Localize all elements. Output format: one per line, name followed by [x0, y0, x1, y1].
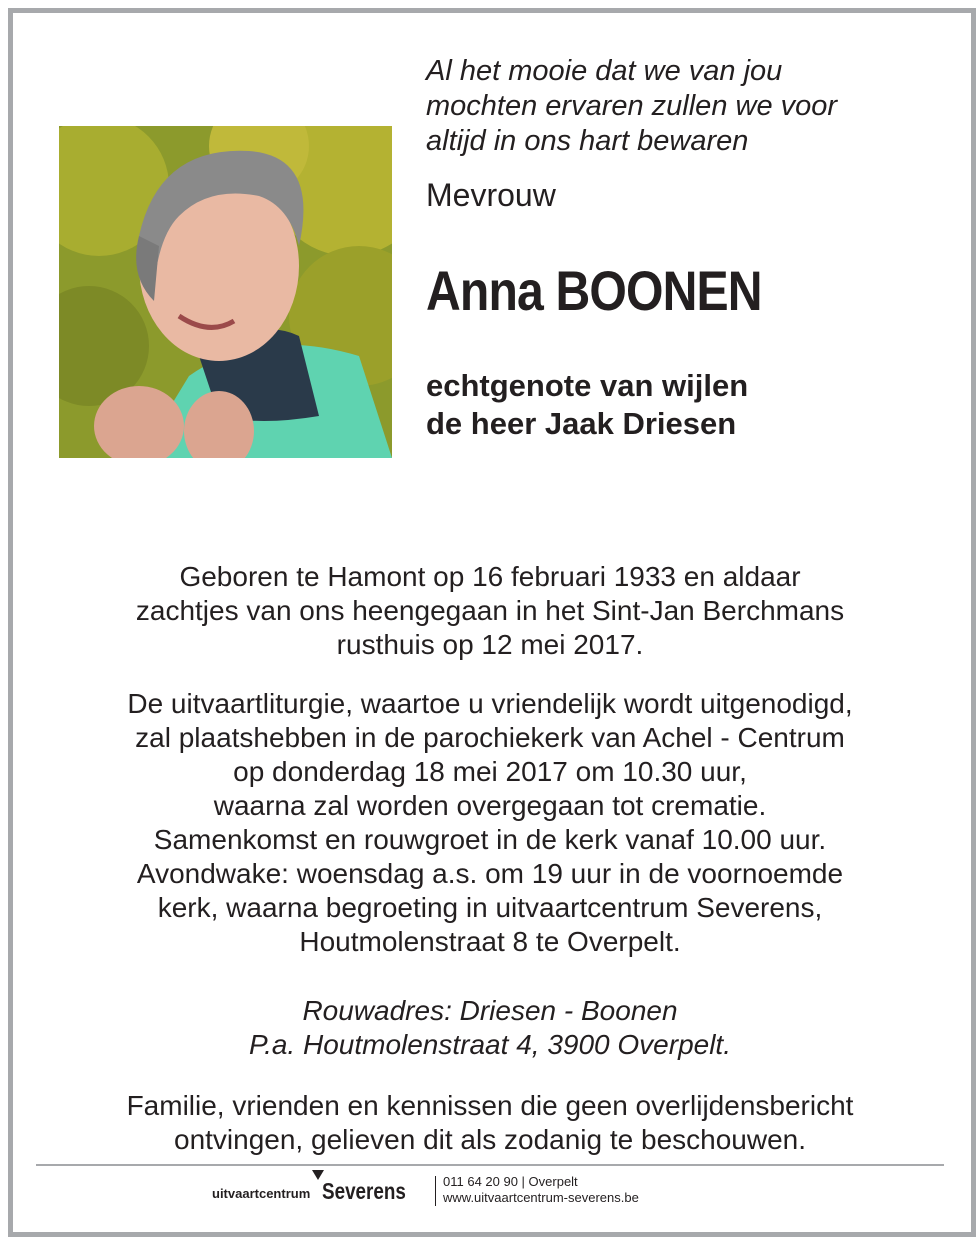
text-line: op donderdag 18 mei 2017 om 10.30 uur, — [233, 756, 747, 787]
footer-separator — [435, 1176, 436, 1206]
text-line: kerk, waarna begroeting in uitvaartcentrum Severens, — [157, 892, 823, 923]
quote-line: altijd in ons hart bewaren — [426, 125, 749, 157]
text-line: Samenkomst en rouwgroet in de kerk vanaf 10.00 uur. — [153, 824, 827, 855]
brand-prefix: uitvaartcentrum — [212, 1186, 311, 1201]
text-line: De uitvaartliturgie, waartoe u vriendelijk wordt uitgenodigd, — [127, 688, 853, 719]
text-line: zal plaatshebben in de parochiekerk van Achel - Centrum — [135, 722, 845, 753]
spouse-info — [426, 367, 748, 443]
portrait-photo — [59, 126, 392, 458]
brand-name: Severens — [322, 1178, 406, 1204]
text-line: Rouwadres: Driesen - Boonen — [302, 995, 678, 1026]
text-line: Houtmolenstraat 8 te Overpelt. — [299, 926, 681, 957]
text-line: ontvingen, gelieven dit als zodanig te beschouwen. — [174, 1124, 806, 1155]
text-line: Familie, vrienden en kennissen die geen overlijdensbericht — [126, 1090, 854, 1121]
footer-divider — [36, 1164, 944, 1166]
birth-death-paragraph — [40, 560, 940, 662]
deceased-name: Anna BOONEN — [426, 259, 762, 322]
text-line: P.a. Houtmolenstraat 4, 3900 Overpelt. — [249, 1029, 731, 1060]
quote-line: Al het mooie dat we van jou — [426, 55, 783, 87]
spouse-line: echtgenote van wijlen — [426, 368, 749, 403]
notice-paragraph — [40, 1089, 940, 1157]
website-link[interactable]: www.uitvaartcentrum-severens.be — [443, 1190, 639, 1205]
text-line: Geboren te Hamont op 16 februari 1933 en aldaar — [179, 561, 801, 592]
text-line: zachtjes van ons heengegaan in het Sint-Jan Berchmans — [135, 595, 845, 626]
contact-info — [443, 1174, 639, 1206]
spouse-line: de heer Jaak Driesen — [426, 406, 737, 441]
text-line: Avondwake: woensdag a.s. om 19 uur in de voornoemde — [136, 858, 844, 889]
opening-quote — [426, 54, 946, 159]
ceremony-paragraph — [40, 687, 940, 959]
quote-line: mochten ervaren zullen we voor — [426, 90, 838, 122]
mourning-address — [40, 994, 940, 1062]
honorific: Mevrouw — [426, 177, 556, 213]
text-line: waarna zal worden overgegaan tot crematie. — [213, 790, 767, 821]
phone-text: 011 64 20 90 | Overpelt — [443, 1174, 578, 1189]
text-line: rusthuis op 12 mei 2017. — [336, 629, 644, 660]
